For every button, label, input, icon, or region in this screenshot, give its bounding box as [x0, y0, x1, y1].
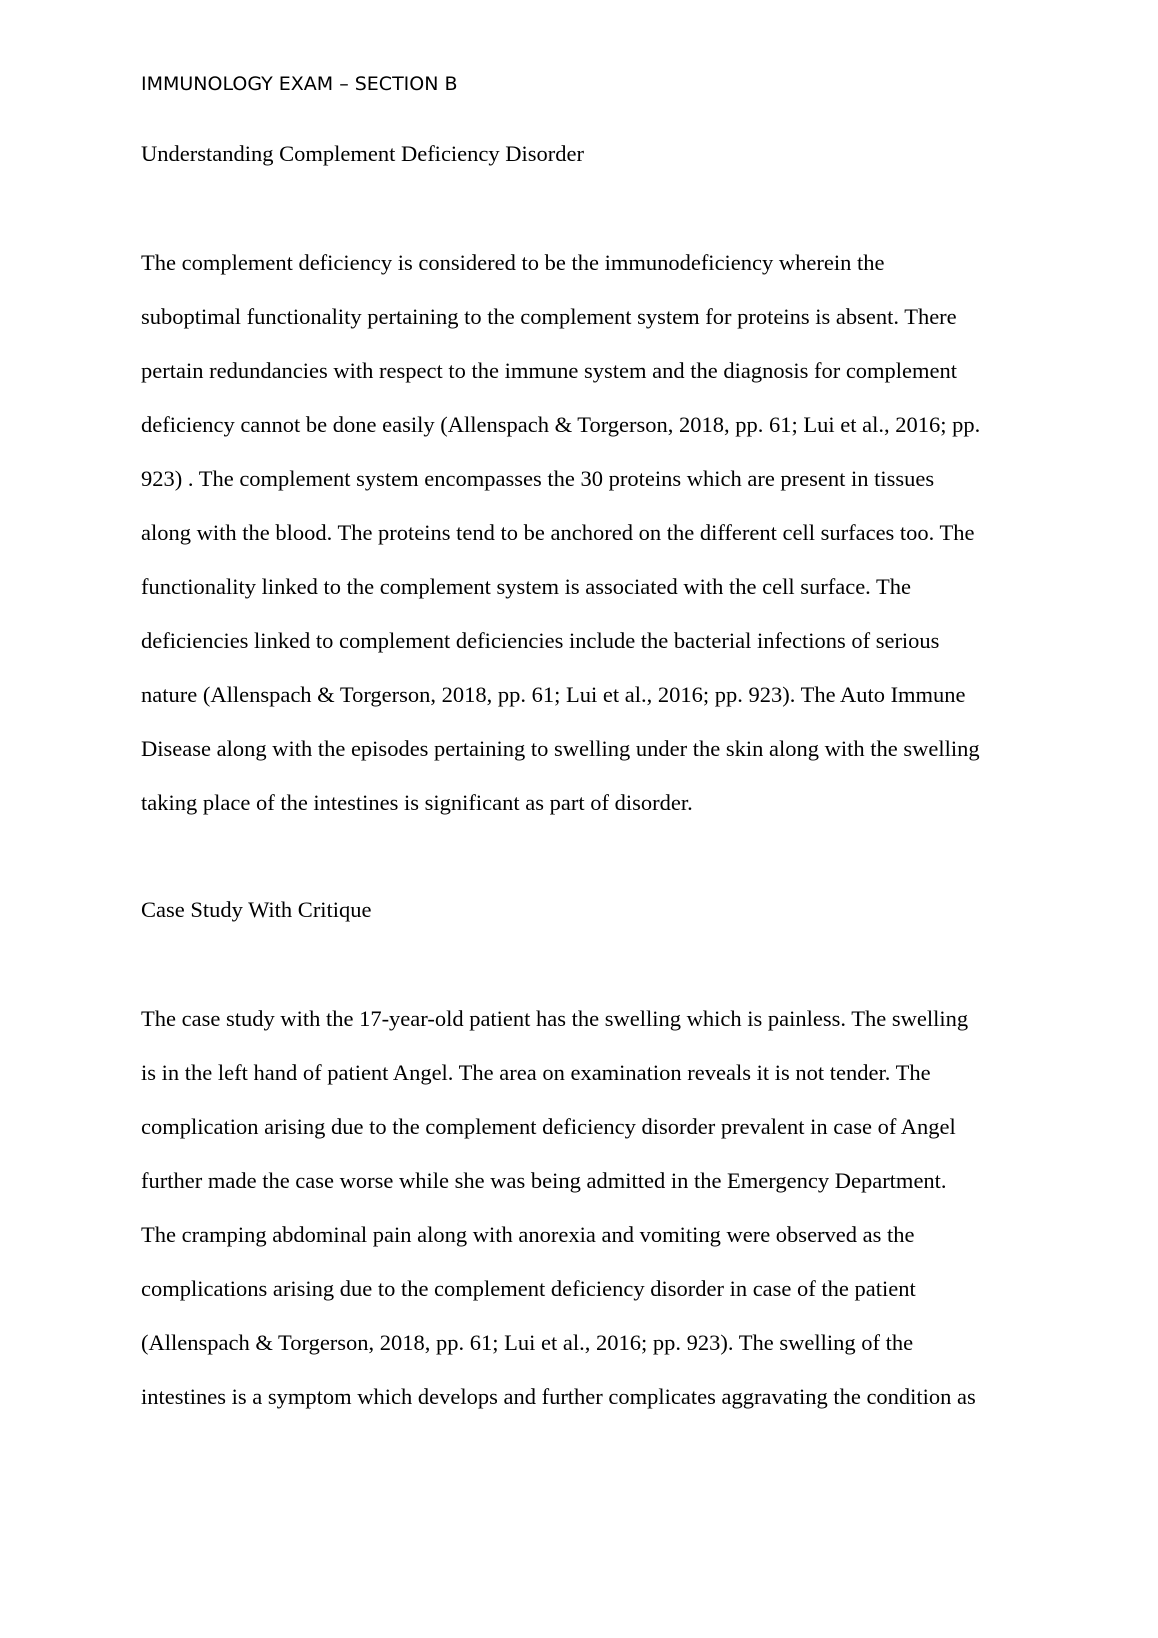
text-line: along with the blood. The proteins tend to be anchored on the different cell surfaces too. The: [141, 520, 975, 545]
text-line: deficiencies linked to complement deficiencies include the bacterial infections of serious: [141, 628, 940, 653]
text-line: 923) . The complement system encompasses the 30 proteins which are present in tissues: [141, 466, 935, 491]
paragraph-complement-deficiency: [141, 249, 980, 843]
text-line: functionality linked to the complement system is associated with the cell surface. The: [141, 574, 911, 599]
running-header: IMMUNOLOGY EXAM – SECTION B: [141, 73, 458, 95]
text-line: suboptimal functionality pertaining to the complement system for proteins is absent. There: [141, 304, 957, 329]
text-line: further made the case worse while she was being admitted in the Emergency Department.: [141, 1168, 947, 1193]
text-line: intestines is a symptom which develops and further complicates aggravating the condition as: [141, 1384, 976, 1409]
text-line: is in the left hand of patient Angel. The area on examination reveals it is not tender. The: [141, 1060, 931, 1085]
text-line: The case study with the 17-year-old patient has the swelling which is painless. The swelling: [141, 1006, 969, 1031]
text-line: (Allenspach & Torgerson, 2018, pp. 61; Lui et al., 2016; pp. 923). The swelling of the: [141, 1330, 914, 1355]
text-line: complication arising due to the complement deficiency disorder prevalent in case of Angel: [141, 1114, 956, 1139]
text-line: The cramping abdominal pain along with anorexia and vomiting were observed as the: [141, 1222, 915, 1247]
text-line: Disease along with the episodes pertaining to swelling under the skin along with the swelling: [141, 736, 980, 761]
paragraph-case-study: [141, 1005, 976, 1437]
text-line: deficiency cannot be done easily (Allenspach & Torgerson, 2018, pp. 61; Lui et al., 2016; pp.: [141, 412, 981, 437]
text-line: nature (Allenspach & Torgerson, 2018, pp. 61; Lui et al., 2016; pp. 923). The Auto Immune: [141, 682, 966, 707]
section-heading-complement-deficiency: Understanding Complement Deficiency Disorder: [141, 141, 585, 166]
text-line: pertain redundancies with respect to the immune system and the diagnosis for complement: [141, 358, 958, 383]
text-line: The complement deficiency is considered to be the immunodeficiency wherein the: [141, 250, 885, 275]
text-line: complications arising due to the complement deficiency disorder in case of the patient: [141, 1276, 916, 1301]
text-line: taking place of the intestines is significant as part of disorder.: [141, 790, 693, 815]
section-heading-case-study: Case Study With Critique: [141, 897, 372, 922]
